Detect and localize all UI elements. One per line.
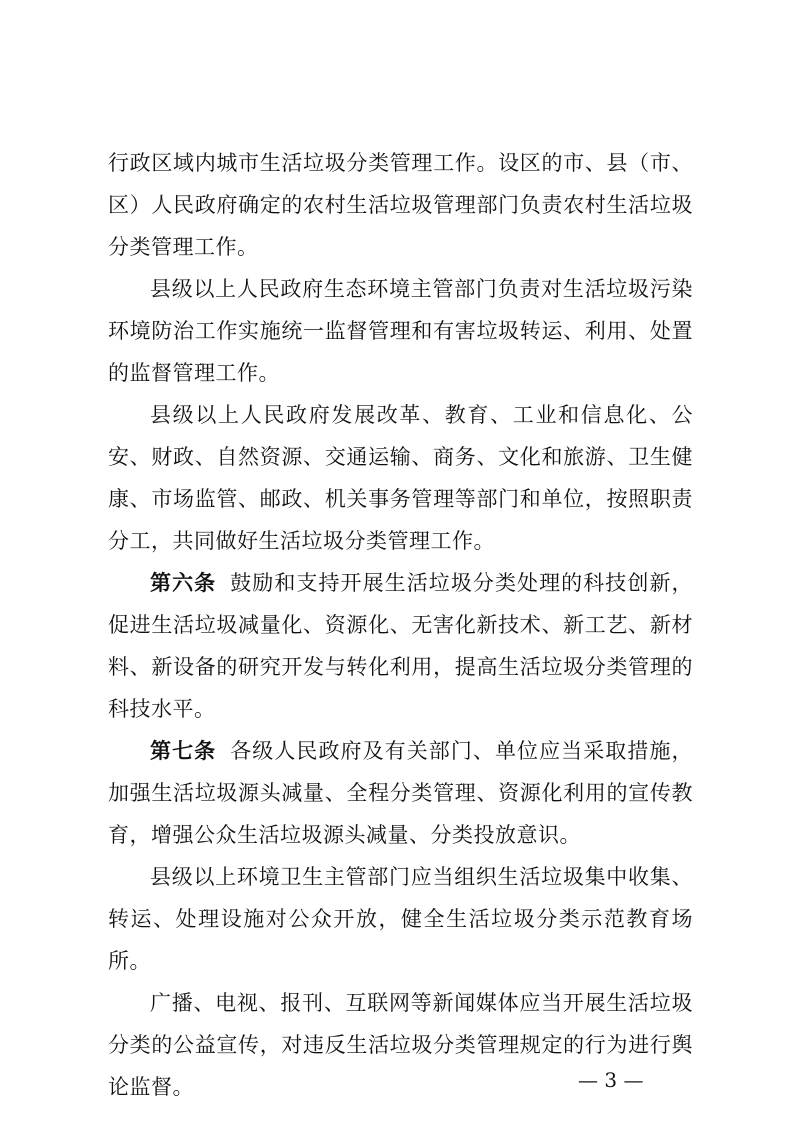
paragraph-text: 各级人民政府及有关部门、单位应当采取措施，加强生活垃圾源头减量、全程分类管理、资源化利用的宣传教育，增强公众生活垃圾源头减量、分类投放意识。	[108, 739, 694, 847]
paragraph-text: 鼓励和支持开展生活垃圾分类处理的科技创新，促进生活垃圾减量化、资源化、无害化新技术、新工艺、新材料、新设备的研究开发与转化利用，提高生活垃圾分类管理的科技水平。	[108, 571, 694, 721]
paragraph-text: 县级以上人民政府发展改革、教育、工业和信息化、公安、财政、自然资源、交通运输、商务、文化和旅游、卫生健康、市场监管、邮政、机关事务管理等部门和单位，按照职责分工，共同做好生活垃圾分类管理工作。	[108, 403, 693, 553]
article-6-label: 第六条	[150, 570, 217, 595]
document-body	[108, 142, 693, 1108]
paragraph-2	[108, 268, 693, 394]
article-6-paragraph	[108, 562, 693, 730]
paragraph-6	[108, 856, 693, 982]
paragraph-text: 县级以上环境卫生主管部门应当组织生活垃圾集中收集、转运、处理设施对公众开放，健全生活垃圾分类示范教育场所。	[108, 865, 693, 973]
paragraph-text: 广播、电视、报刊、互联网等新闻媒体应当开展生活垃圾分类的公益宣传，对违反生活垃圾分类管理规定的行为进行舆论监督。	[108, 991, 693, 1099]
paragraph-text: 行政区域内城市生活垃圾分类管理工作。设区的市、县（市、区）人民政府确定的农村生活垃圾管理部门负责农村生活垃圾分类管理工作。	[108, 151, 693, 259]
paragraph-text: 县级以上人民政府生态环境主管部门负责对生活垃圾污染环境防治工作实施统一监督管理和有害垃圾转运、利用、处置的监督管理工作。	[108, 277, 693, 385]
article-7-paragraph	[108, 730, 693, 856]
paragraph-1	[108, 142, 693, 268]
page-number: — 3 —	[578, 1068, 644, 1092]
paragraph-3	[108, 394, 693, 562]
article-7-label: 第七条	[150, 738, 217, 763]
